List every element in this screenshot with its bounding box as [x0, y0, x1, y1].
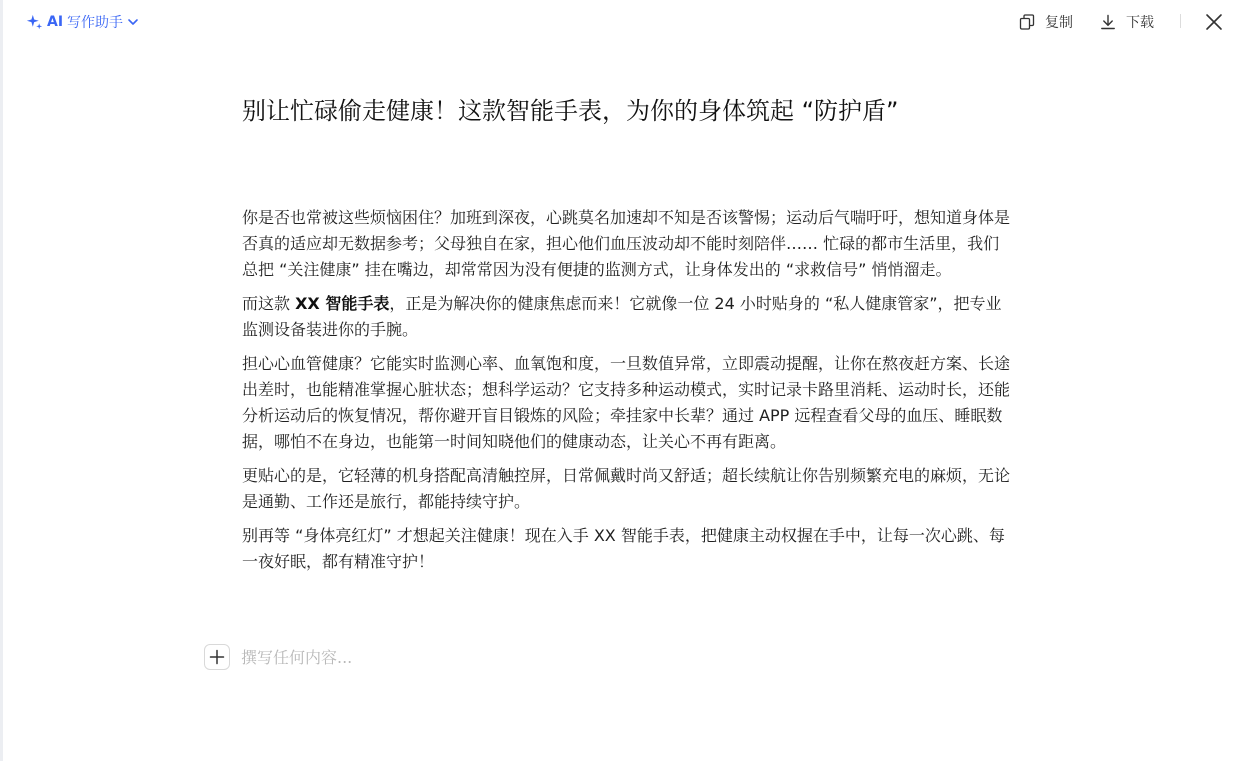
top-toolbar	[0, 0, 1249, 44]
paragraph-text: 而这款	[242, 294, 296, 313]
download-label: 下载	[1126, 15, 1154, 31]
insert-block-row	[204, 643, 741, 671]
sparkle-icon	[26, 14, 43, 31]
copy-label: 复制	[1045, 15, 1073, 31]
close-icon	[1204, 12, 1224, 32]
product-name-bold: XX 智能手表	[295, 294, 390, 313]
assistant-label: 写作助手	[67, 15, 124, 31]
download-button[interactable]	[1100, 11, 1154, 33]
compose-input[interactable]	[241, 648, 741, 667]
left-edge-border	[0, 0, 3, 761]
plus-icon	[209, 649, 225, 665]
paragraph: 你是否也常被这些烦恼困住？加班到深夜，心跳莫名加速却不知是否该警惕；运动后气喘吁吁，想知道身体是否真的适应却无数据参考；父母独自在家，担心他们血压波动却不能时刻陪伴…… 忙碌的都市生活里，我们总把 “关注健康” 挂在嘴边，却常常因为没有便捷的监测方式，让身体发出的 “求救信号” 悄悄溜走。	[242, 208, 1011, 279]
copy-icon	[1019, 14, 1035, 30]
paragraph: 担心心血管健康？它能实时监测心率、血氧饱和度，一旦数值异常，立即震动提醒，让你在熬夜赶方案、长途出差时，也能精准掌握心脏状态；想科学运动？它支持多种运动模式，实时记录卡路里消耗、运动时长，还能分析运动后的恢复情况，帮你避开盲目锻炼的风险；牵挂家中长辈？通过 APP 远程查看父母的血压、睡眠数据，哪怕不在身边，也能第一时间知晓他们的健康动态，让关心不再有距离。	[242, 354, 1011, 451]
ai-label: AI	[47, 14, 64, 30]
add-block-button[interactable]	[204, 644, 230, 670]
toolbar-divider	[1180, 14, 1181, 28]
download-icon	[1100, 14, 1116, 30]
paragraph-text: ，正是为解决你的健康焦虑而来！它就像一位 24 小时贴身的 “私人健康管家”，把专业监测设备装进你的手腕。	[242, 294, 1002, 339]
ai-writing-assistant-menu[interactable]	[26, 11, 139, 33]
paragraph: 更贴心的是，它轻薄的机身搭配高清触控屏，日常佩戴时尚又舒适；超长续航让你告别频繁充电的麻烦，无论是通勤、工作还是旅行，都能持续守护。	[242, 466, 1011, 511]
chevron-down-icon	[127, 16, 139, 28]
document-title: 别让忙碌偷走健康！这款智能手表，为你的身体筑起 “防护盾”	[242, 97, 899, 125]
copy-button[interactable]	[1019, 11, 1073, 33]
paragraph	[242, 291, 1014, 343]
close-button[interactable]	[1204, 12, 1224, 32]
document-body	[242, 205, 1014, 583]
paragraph: 别再等 “身体亮红灯” 才想起关注健康！现在入手 XX 智能手表，把健康主动权握在手中，让每一次心跳、每一夜好眠，都有精准守护！	[242, 526, 1005, 571]
